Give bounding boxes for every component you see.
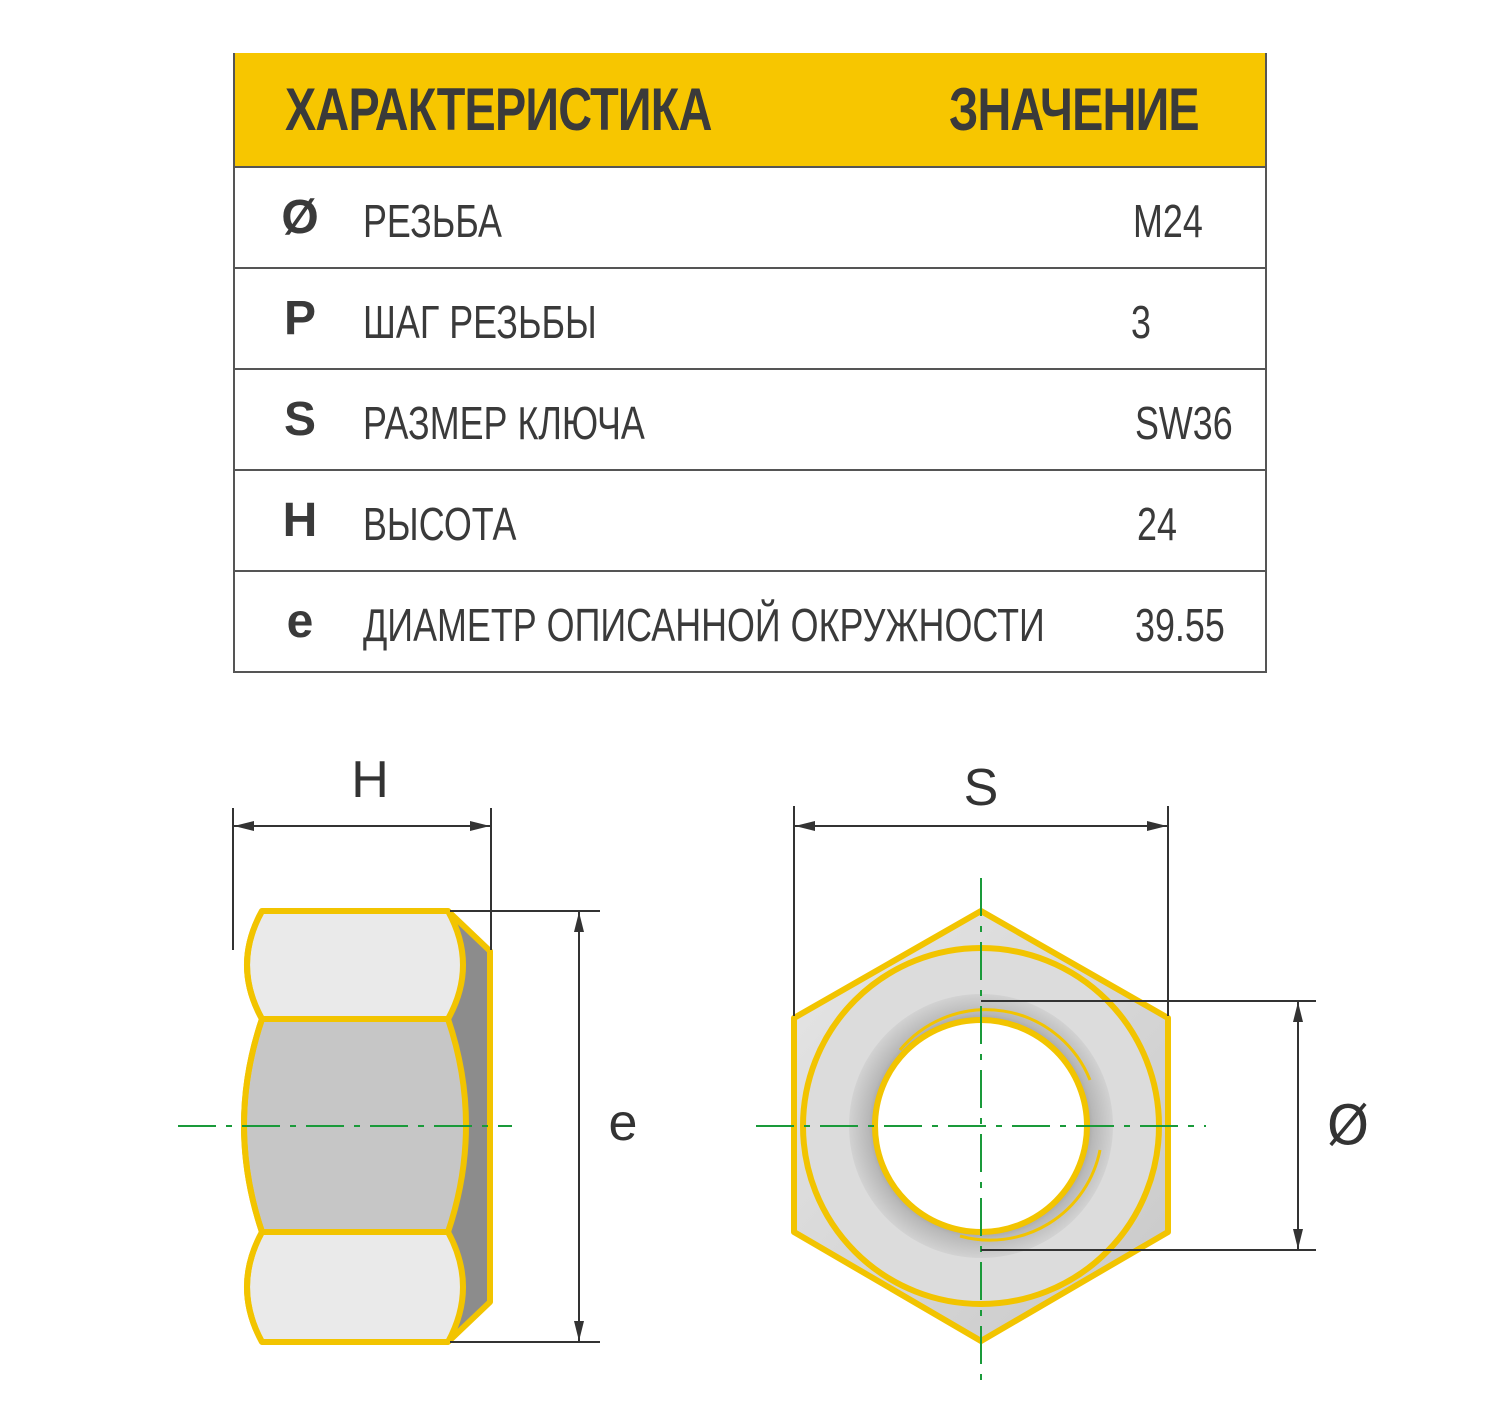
row-value: 39.55 <box>1135 599 1225 651</box>
row-value: SW36 <box>1135 397 1233 449</box>
s-label: S <box>963 759 999 817</box>
row-label: ВЫСОТА <box>363 498 517 550</box>
row-symbol: H <box>282 494 318 547</box>
row-label: ШАГ РЕЗЬБЫ <box>363 296 597 348</box>
row-value: 24 <box>1137 498 1177 550</box>
row-label: РАЗМЕР КЛЮЧА <box>363 397 645 449</box>
header-value: ЗНАЧЕНИЕ <box>949 76 1199 143</box>
row-symbol: P <box>283 292 316 345</box>
row-symbol: e <box>286 595 314 648</box>
side-flat-bottom <box>247 1232 463 1342</box>
row-symbol: S <box>283 393 316 446</box>
row-symbol: Ø <box>281 191 319 244</box>
thread-diameter-label: Ø <box>1326 1094 1370 1157</box>
row-label: ДИАМЕТР ОПИСАННОЙ ОКРУЖНОСТИ <box>363 599 1045 651</box>
row-label: РЕЗЬБА <box>363 195 502 247</box>
row-value: 3 <box>1131 296 1151 348</box>
header-characteristic: ХАРАКТЕРИСТИКА <box>285 76 712 143</box>
row-value: М24 <box>1133 195 1203 247</box>
side-flat-top <box>247 911 463 1019</box>
height-label: H <box>351 751 389 809</box>
e-label: e <box>608 1094 638 1152</box>
